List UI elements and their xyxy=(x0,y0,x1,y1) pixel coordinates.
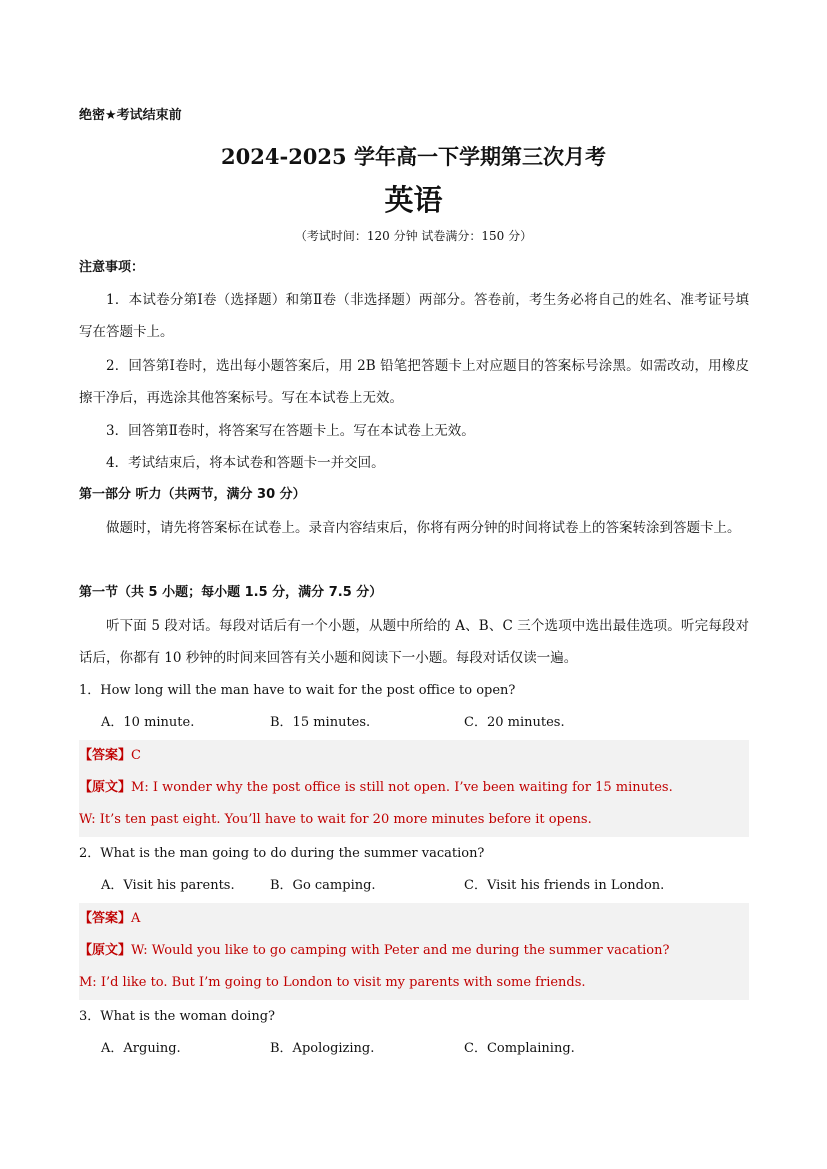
notice-item-1: 1．本试卷分第Ⅰ卷（选择题）和第Ⅱ卷（非选择题）两部分。答卷前，考生务必将自己的姓名、准考证号填写在答题卡上。 xyxy=(79,292,749,340)
script-line-1 xyxy=(79,935,749,967)
question-2-answer-box xyxy=(79,903,749,1000)
script-line-1 xyxy=(79,772,749,804)
option-b[interactable]: B．15 minutes. xyxy=(270,715,371,730)
answer-tag: 【答案】 xyxy=(79,911,132,926)
question-1-answer-box xyxy=(79,740,749,837)
section1-heading: 第一节（共 5 小题；每小题 1.5 分，满分 7.5 分） xyxy=(79,585,383,600)
exam-title: 2024-2025 学年高一下学期第三次月考 xyxy=(221,144,606,169)
script-text-1: M: I wonder why the post office is still not open. I’ve been waiting for 15 minutes. xyxy=(131,780,673,795)
section1-instruction: 听下面 5 段对话。每段对话后有一个小题，从题中所给的 A、B、C 三个选项中选出最佳选项。听完每段对话后，你都有 10 秒钟的时间来回答有关小题和阅读下一小题。每段对话仅读一遍。 xyxy=(79,618,749,666)
exam-meta: （考试时间：120 分钟 试卷满分：150 分） xyxy=(294,229,533,243)
option-b[interactable]: B．Apologizing. xyxy=(270,1041,375,1056)
script-text-1: W: Would you like to go camping with Peter and me during the summer vacation? xyxy=(131,943,670,958)
confidential-label: 绝密★考试结束前 xyxy=(79,108,182,123)
script-line-2: M: I’d like to. But I’m going to London to visit my parents with some friends. xyxy=(79,975,586,990)
option-a[interactable]: A．10 minute. xyxy=(101,715,195,730)
answer-line xyxy=(79,903,749,935)
script-tag: 【原文】 xyxy=(79,943,132,958)
script-line-2: W: It’s ten past eight. You’ll have to wait for 20 more minutes before it opens. xyxy=(79,812,592,827)
question-2-stem: 2．What is the man going to do during the summer vacation? xyxy=(79,846,485,861)
answer-tag: 【答案】 xyxy=(79,748,132,763)
answer-value: A xyxy=(131,911,141,926)
answer-line xyxy=(79,740,749,772)
answer-value: C xyxy=(131,748,141,763)
part1-heading: 第一部分 听力（共两节，满分 30 分） xyxy=(79,487,306,502)
notice-heading: 注意事项： xyxy=(79,260,145,275)
option-c[interactable]: C．Complaining. xyxy=(464,1041,575,1056)
option-c[interactable]: C．Visit his friends in London. xyxy=(464,878,665,893)
option-c[interactable]: C．20 minutes. xyxy=(464,715,565,730)
notice-item-2: 2．回答第Ⅰ卷时，选出每小题答案后，用 2B 铅笔把答题卡上对应题目的答案标号涂黑。如需改动，用橡皮擦干净后，再选涂其他答案标号。写在本试卷上无效。 xyxy=(79,358,749,406)
question-3-stem: 3．What is the woman doing? xyxy=(79,1009,276,1024)
subject-title: 英语 xyxy=(384,183,443,217)
notice-item-4: 4．考试结束后，将本试卷和答题卡一并交回。 xyxy=(106,455,385,471)
option-a[interactable]: A．Arguing. xyxy=(101,1041,181,1056)
script-tag: 【原文】 xyxy=(79,780,132,795)
part1-instruction: 做题时，请先将答案标在试卷上。录音内容结束后，你将有两分钟的时间将试卷上的答案转涂到答题卡上。 xyxy=(106,520,741,536)
notice-item-3: 3．回答第Ⅱ卷时，将答案写在答题卡上。写在本试卷上无效。 xyxy=(106,423,475,439)
option-a[interactable]: A．Visit his parents. xyxy=(101,878,235,893)
option-b[interactable]: B．Go camping. xyxy=(270,878,376,893)
question-1-stem: 1．How long will the man have to wait for the post office to open? xyxy=(79,683,516,698)
